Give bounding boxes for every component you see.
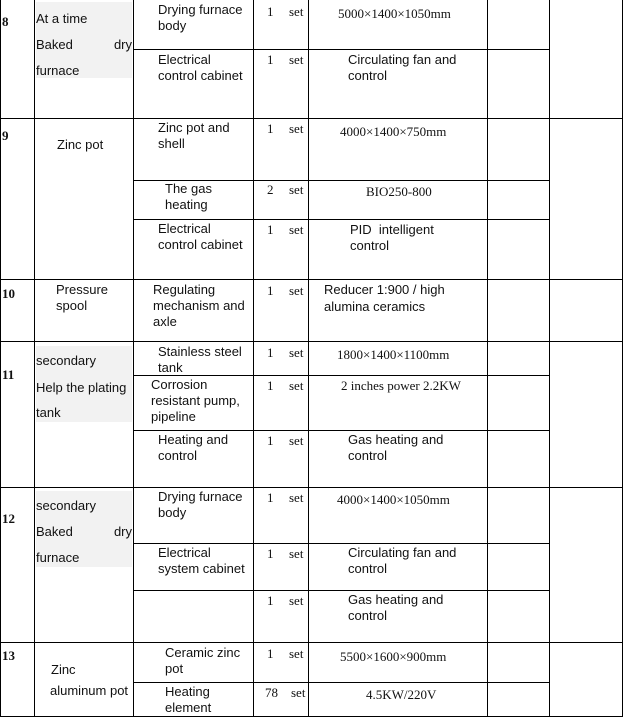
item-name: Zinc pot	[57, 137, 104, 152]
part-name: pot	[165, 661, 184, 676]
row-number: 11	[2, 367, 15, 382]
grid-line	[0, 487, 623, 488]
part-name: resistant pump,	[151, 393, 240, 408]
item-name: furnace	[36, 550, 80, 565]
part-name: Stainless steel	[158, 344, 242, 359]
grid-line	[34, 0, 35, 717]
quantity: 1	[267, 52, 274, 67]
spec: control	[348, 68, 388, 83]
spec: alumina ceramics	[324, 299, 426, 314]
quantity: 78	[265, 685, 278, 700]
quantity: 1	[267, 4, 274, 19]
part-name: Corrosion	[151, 377, 208, 392]
item-name: tank	[36, 405, 61, 420]
quantity: 1	[267, 222, 274, 237]
unit: set	[289, 121, 304, 136]
grid-line	[133, 682, 549, 683]
grid-line	[0, 279, 623, 280]
part-name: The gas	[165, 181, 212, 196]
part-name: Heating and	[158, 432, 229, 447]
item-name: spool	[56, 298, 88, 313]
part-name: axle	[153, 314, 177, 329]
part-name: control cabinet	[158, 68, 243, 83]
row-number: 9	[2, 128, 9, 143]
part-name: heating	[165, 197, 208, 212]
quantity: 1	[267, 433, 274, 448]
row-number: 13	[2, 648, 15, 663]
spec: PID intelligent	[350, 222, 434, 237]
spec: control	[350, 238, 390, 253]
grid-line	[133, 375, 549, 376]
unit: set	[289, 345, 304, 360]
part-name: Electrical	[158, 545, 211, 560]
grid-line	[133, 430, 549, 431]
part-name: element	[165, 700, 212, 715]
part-name: Zinc pot and	[158, 120, 230, 135]
quantity: 1	[267, 593, 274, 608]
row-number: 8	[2, 14, 9, 29]
item-name: Zinc	[51, 662, 76, 677]
item-name: secondary	[36, 353, 96, 368]
spec: 2 inches power 2.2KW	[341, 378, 461, 393]
grid-line	[0, 642, 623, 643]
spec: control	[348, 608, 388, 623]
part-name: Regulating	[153, 282, 216, 297]
grid-line	[487, 0, 488, 717]
grid-line	[133, 219, 549, 220]
grid-line	[133, 49, 549, 50]
part-name: body	[158, 18, 187, 33]
part-name: Heating	[165, 684, 210, 699]
spec: 4.5KW/220V	[366, 687, 437, 702]
item-name: aluminum pot	[50, 683, 129, 698]
quantity: 1	[267, 283, 274, 298]
quantity: 1	[267, 121, 274, 136]
unit: set	[289, 283, 304, 298]
unit: set	[289, 546, 304, 561]
grid-line	[549, 0, 550, 717]
spec: Gas heating and	[348, 592, 444, 607]
spec: BIO250-800	[366, 184, 432, 199]
unit: set	[289, 52, 304, 67]
grid-line	[133, 543, 549, 544]
spec: Gas heating and	[348, 432, 444, 447]
grid-line	[133, 590, 549, 591]
quantity: 2	[267, 182, 274, 197]
item-name: Pressure	[56, 282, 109, 297]
part-name: tank	[158, 360, 183, 375]
spec: 4000×1400×750mm	[340, 124, 447, 139]
spec: 4000×1400×1050mm	[337, 492, 450, 507]
part-name: control	[158, 448, 198, 463]
item-name: Help the plating	[36, 380, 127, 395]
spec: Circulating fan and	[348, 545, 457, 560]
spec: control	[348, 448, 388, 463]
unit: set	[289, 490, 304, 505]
part-name: Drying furnace	[158, 2, 243, 17]
quantity: 1	[267, 345, 274, 360]
part-name: system cabinet	[158, 561, 245, 576]
part-name: Ceramic zinc	[165, 645, 241, 660]
quantity: 1	[267, 646, 274, 661]
part-name: Electrical	[158, 221, 211, 236]
grid-line	[0, 341, 623, 342]
spec: Reducer 1:900 / high	[324, 282, 445, 297]
item-name: Baked dry	[36, 524, 132, 539]
part-name: pipeline	[151, 409, 196, 424]
part-name: shell	[158, 136, 185, 151]
unit: set	[289, 593, 304, 608]
spec: 5500×1600×900mm	[340, 649, 447, 664]
spec: Circulating fan and	[348, 52, 457, 67]
part-name: Electrical	[158, 52, 211, 67]
item-name: secondary	[36, 498, 96, 513]
spec: 1800×1400×1100mm	[337, 347, 450, 362]
part-name: mechanism and	[153, 298, 245, 313]
unit: set	[291, 685, 306, 700]
unit: set	[289, 433, 304, 448]
grid-line	[133, 0, 134, 717]
quantity: 1	[267, 546, 274, 561]
item-name: Baked dry	[36, 37, 132, 52]
quantity: 1	[267, 378, 274, 393]
row-number: 10	[2, 286, 15, 301]
grid-line	[308, 0, 309, 717]
grid-line	[0, 0, 1, 717]
unit: set	[289, 378, 304, 393]
unit: set	[289, 4, 304, 19]
unit: set	[289, 646, 304, 661]
grid-line	[0, 118, 623, 119]
part-name: body	[158, 505, 187, 520]
part-name: Drying furnace	[158, 489, 243, 504]
item-name: furnace	[36, 63, 80, 78]
unit: set	[289, 222, 304, 237]
spec: control	[348, 561, 388, 576]
part-name: control cabinet	[158, 237, 243, 252]
unit: set	[289, 182, 304, 197]
row-number: 12	[2, 511, 15, 526]
grid-line	[253, 0, 254, 717]
spec: 5000×1400×1050mm	[338, 6, 451, 21]
item-name: At a time	[36, 11, 88, 26]
quantity: 1	[267, 490, 274, 505]
